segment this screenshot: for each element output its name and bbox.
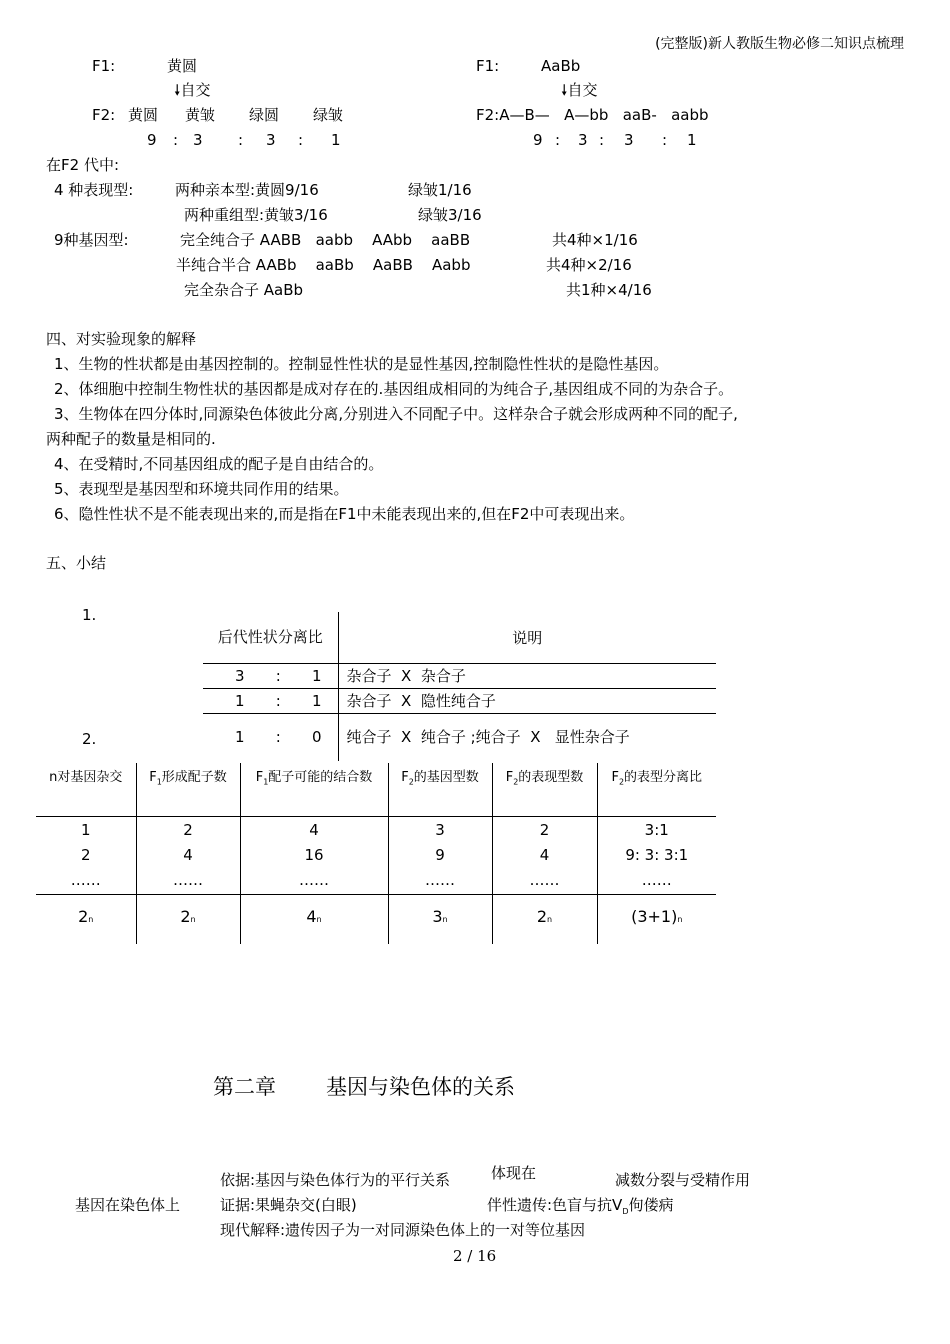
table-row: 3 : 1 杂合子 X 杂合子 [203,663,716,688]
table-header: n对基因杂交 [36,763,136,816]
ratio-colon: : [238,131,244,149]
parent-type-2: 绿皱1/16 [408,181,472,199]
chapter-number: 第二章 [213,1075,276,1099]
right-ratio: 1 [687,131,697,149]
section4-item: 4、在受精时,不同基因组成的配子是自由结合的。 [54,455,384,473]
table-cell: 杂合子 X 杂合子 [338,663,716,688]
semi: 半纯合半合 AABb aaBb AaBB Aabb [176,256,471,274]
recomb-type-2: 绿皱3/16 [418,206,482,224]
left-f2-label: F2: [92,106,116,124]
page-number: 2 / 16 [453,1247,497,1265]
left-ratio: 1 [331,131,341,149]
ratio-table [203,612,716,761]
table-cell: 杂合子 X 隐性纯合子 [338,688,716,713]
hetero-full-count: 共1种×4/16 [566,281,652,299]
pheno-label: 4 种表现型: [54,181,134,199]
page-header: (完整版)新人教版生物必修二知识点梳理 [655,36,904,52]
f2-heading: 在F2 代中: [46,156,119,174]
right-ratio: 9 [533,131,543,149]
sexlinked-line: 伴性遗传:色盲与抗$V_D$佝偻病 [487,1196,674,1216]
section4-item: 3、生物体在四分体时,同源染色体彼此分离,分别进入不同配子中。这样杂合子就会形成两种不同的配子, [54,405,738,423]
left-ratio: 3 [266,131,276,149]
right-f1-value: AaBb [541,57,581,75]
table-row: 1 : 0 纯合子 X 纯合子 ;纯合子 X 显性杂合子 [203,713,716,761]
ratio-colon: : [298,131,304,149]
basis-line: 依据:基因与染色体行为的平行关系 [220,1171,451,1189]
right-selfing: 🠗自交 [561,81,598,99]
left-f2-type: 黄圆 [128,106,159,124]
ratio-colon: : [599,131,605,149]
section4-item: 两种配子的数量是相同的. [46,430,216,448]
table-header: 说明 [338,612,716,663]
gene-pairs-table [36,763,716,944]
left-f2-type: 黄皱 [185,106,216,124]
right-ratio: 3 [578,131,588,149]
section4-item: 1、生物的性状都是由基因控制的。控制显性性状的是显性基因,控制隐性性状的是隐性基因。 [54,355,669,373]
proof-line: 证据:果蝇杂交(白眼) [220,1196,357,1214]
modern-line: 现代解释:遗传因子为一对同源染色体上的一对等位基因 [220,1221,586,1239]
parent-type: 两种亲本型:黄圆9/16 [175,181,319,199]
table-header: 后代性状分离比 [203,612,338,663]
table-header: $F_2$的表型分离比 [597,763,716,816]
table-cell: 纯合子 X 纯合子 ;纯合子 X 显性杂合子 [346,728,630,747]
down-arrow-icon: 🠗 [174,81,181,99]
left-ratio: 3 [193,131,203,149]
right-f2-genotypes: F2:A—B— A—bb aaB- aabb [476,106,709,124]
table-row: 2n 2n 4n 3n 2n (3+1)n [36,894,716,944]
section5-heading: 五、小结 [46,554,107,572]
left-f1-value: 黄圆 [167,57,198,75]
section4-item: 5、表现型是基因型和环境共同作用的结果。 [54,480,349,498]
summary-item-1: 1. [82,606,97,624]
homo-full: 完全纯合子 AABB aabb AAbb aaBB [180,231,471,249]
right-f1-label: F1: [476,57,500,75]
left-f1-label: F1: [92,57,116,75]
summary-item-2: 2. [82,730,97,748]
section4-item: 6、隐性性状不是不能表现出来的,而是指在F1中未能表现出来的,但在F2中可表现出来。 [54,505,635,523]
table-header: $F_2$的表现型数 [492,763,597,816]
ratio-colon: : [173,131,179,149]
embody-label: 体现在 [491,1164,537,1182]
left-selfing: 🠗自交 [174,81,211,99]
hetero-full: 完全杂合子 AaBb [184,281,304,299]
ratio-colon: : [555,131,561,149]
right-ratio: 3 [624,131,634,149]
homo-full-count: 共4种×1/16 [552,231,638,249]
left-ratio: 9 [147,131,157,149]
recomb-type: 两种重组型:黄皱3/16 [184,206,328,224]
embody-target: 减数分裂与受精作用 [615,1171,751,1189]
chapter-title: 基因与染色体的关系 [326,1075,515,1099]
table-row: 1 : 1 杂合子 X 隐性纯合子 [203,688,716,713]
left-f2-type: 绿圆 [249,106,280,124]
table-header: $F_1$形成配子数 [136,763,240,816]
geno-label: 9种基因型: [54,231,129,249]
semi-count: 共4种×2/16 [546,256,632,274]
table-header: $F_2$的基因型数 [388,763,492,816]
table-header: $F_1$配子可能的结合数 [240,763,388,816]
section4-item: 2、体细胞中控制生物性状的基因都是成对存在的.基因组成相同的为纯合子,基因组成不同的为杂合子。 [54,380,734,398]
section4-heading: 四、对实验现象的解释 [46,330,197,348]
mapping-root: 基因在染色体上 [75,1196,181,1214]
down-arrow-icon: 🠗 [561,81,568,99]
ratio-colon: : [662,131,668,149]
table-row: 1 2 …… 2 4 …… 4 16 …… 3 9 …… 2 4 …… 3:1 9: 3: 3:1 …… [36,816,716,894]
left-f2-type: 绿皱 [313,106,344,124]
